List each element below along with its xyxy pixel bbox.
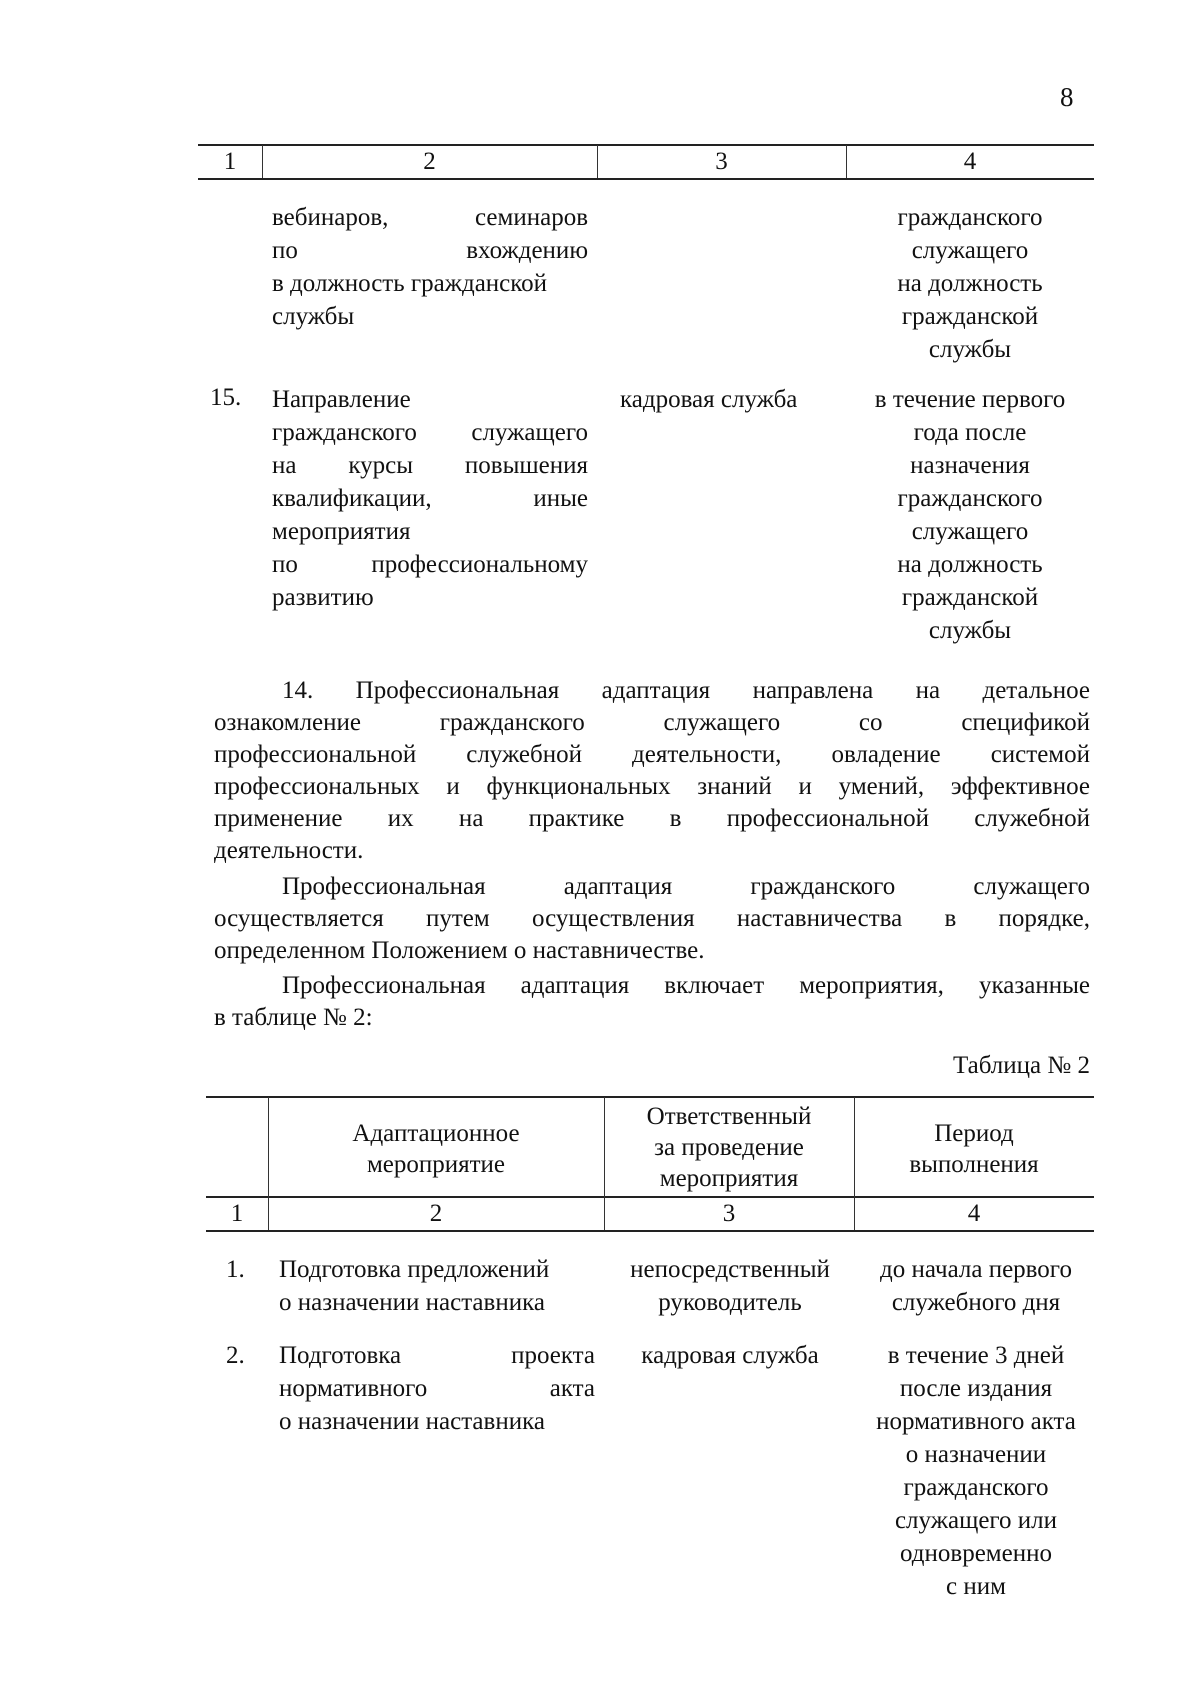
text-line: мероприятия — [272, 518, 411, 545]
table1-row15-period — [852, 383, 1088, 647]
text-line: назначения — [910, 452, 1030, 479]
table1-header-bottom-border — [198, 178, 1094, 180]
table1-header-num-1: 1 — [223, 148, 237, 175]
text-line: Ответственный — [646, 1103, 812, 1130]
text-line: гражданского — [897, 204, 1043, 231]
table2-header-num-2: 2 — [429, 1200, 443, 1227]
table2-row1-period — [858, 1253, 1094, 1319]
text-line: квалификации, иные — [272, 485, 588, 512]
table2-row2-activity — [279, 1339, 595, 1438]
paragraph-adaptation-activities — [214, 970, 1090, 1034]
text-line: до начала первого — [880, 1256, 1072, 1283]
text-line: гражданской — [901, 584, 1039, 611]
table1-header-num-4: 4 — [963, 148, 977, 175]
text-line: руководитель — [658, 1289, 802, 1316]
text-line: за проведение — [654, 1134, 804, 1161]
table1-row15-activity — [272, 383, 588, 614]
text-line: выполнения — [909, 1151, 1039, 1178]
text-line: гражданской — [901, 303, 1039, 330]
text-line: Подготовка проекта — [279, 1342, 595, 1369]
paragraph-14 — [214, 675, 1090, 867]
text-line: применение их на практике в профессиональной служебной — [214, 805, 1090, 832]
text-line: профессиональных и функциональных знаний и умений, эффективное — [214, 773, 1090, 800]
text-line: Профессиональная адаптация включает мероприятия, указанные — [282, 972, 1090, 999]
text-line: ознакомление гражданского служащего со спецификой — [214, 709, 1090, 736]
table2-row2-number: 2. — [226, 1342, 245, 1369]
text-line: службы — [928, 617, 1012, 644]
table1-row15-number: 15. — [210, 384, 242, 411]
text-line: служебного дня — [891, 1289, 1061, 1316]
text-line: гражданского — [897, 485, 1043, 512]
text-line: службы — [928, 336, 1012, 363]
text-line: по вхождению — [272, 237, 588, 264]
text-line: в течение первого — [874, 386, 1066, 413]
text-line: в таблице № 2: — [214, 1004, 373, 1031]
table1-continued-period — [852, 201, 1088, 366]
table2-caption: Таблица № 2 — [952, 1052, 1090, 1079]
text-line: в должность гражданской — [272, 270, 548, 297]
table2-header-activity — [268, 1118, 604, 1180]
text-line: определенном Положением о наставничестве. — [214, 937, 705, 964]
table2-header-period — [854, 1118, 1094, 1180]
text-line: с ним — [946, 1573, 1006, 1600]
text-line: мероприятия — [659, 1165, 799, 1192]
text-line: года после — [913, 419, 1027, 446]
table2-header-num-1: 1 — [230, 1200, 244, 1227]
text-line: о назначении — [905, 1441, 1047, 1468]
text-line: непосредственный — [630, 1256, 830, 1283]
table2-header-num-3: 3 — [722, 1200, 736, 1227]
table1-row15-responsible: кадровая служба — [620, 386, 798, 413]
text-line: деятельности. — [214, 837, 364, 864]
text-line: гражданского — [903, 1474, 1049, 1501]
text-line: служащего — [911, 518, 1029, 545]
text-line: 14. Профессиональная адаптация направлена на детальное — [282, 677, 1090, 704]
text-line: одновременно — [900, 1540, 1052, 1567]
text-line: о назначении наставника — [279, 1408, 545, 1435]
text-line: Подготовка предложений — [279, 1256, 550, 1283]
page-number: 8 — [1060, 82, 1074, 112]
text-line: нормативного акта — [279, 1375, 595, 1402]
text-line: осуществляется путем осуществления наставничества в порядке, — [214, 905, 1090, 932]
table2-header-num-4: 4 — [967, 1200, 981, 1227]
table1-header-num-2: 2 — [423, 148, 436, 175]
text-line: Период — [934, 1120, 1014, 1147]
text-line: кадровая служба — [641, 1342, 819, 1369]
table2-row2-responsible — [608, 1339, 852, 1372]
table2-row1-activity — [279, 1253, 595, 1319]
table2-numbers-bottom-border — [206, 1230, 1094, 1232]
text-line: Адаптационное — [352, 1120, 520, 1147]
text-line: служащего — [911, 237, 1029, 264]
table2-row2-period — [858, 1339, 1094, 1603]
text-line: на должность — [897, 270, 1043, 297]
table1-header-num-3: 3 — [715, 148, 728, 175]
text-line: гражданского служащего — [272, 419, 588, 446]
text-line: нормативного акта — [876, 1408, 1076, 1435]
text-line: профессиональной служебной деятельности, овладение системой — [214, 741, 1090, 768]
table2-row1-responsible — [608, 1253, 852, 1319]
table1-top-border — [198, 144, 1094, 146]
text-line: по профессиональному — [272, 551, 588, 578]
table2-header-bottom-border — [206, 1196, 1094, 1198]
text-line: в течение 3 дней — [887, 1342, 1065, 1369]
table2-header-responsible — [604, 1101, 854, 1194]
text-line: на должность — [897, 551, 1043, 578]
text-line: Направление — [272, 386, 411, 413]
table2-top-border — [206, 1096, 1094, 1098]
text-line: Профессиональная адаптация гражданского служащего — [282, 873, 1090, 900]
text-line: о назначении наставника — [279, 1289, 545, 1316]
table1-continued-activity — [272, 201, 588, 333]
text-line: развитию — [272, 584, 374, 611]
text-line: на курсы повышения — [272, 452, 588, 479]
text-line: мероприятие — [366, 1151, 506, 1178]
text-line: службы — [272, 303, 355, 330]
text-line: служащего или — [894, 1507, 1058, 1534]
text-line: после издания — [899, 1375, 1053, 1402]
paragraph-adaptation-mentoring — [214, 871, 1090, 967]
text-line: вебинаров, семинаров — [272, 204, 588, 231]
table2-row1-number: 1. — [226, 1256, 245, 1283]
